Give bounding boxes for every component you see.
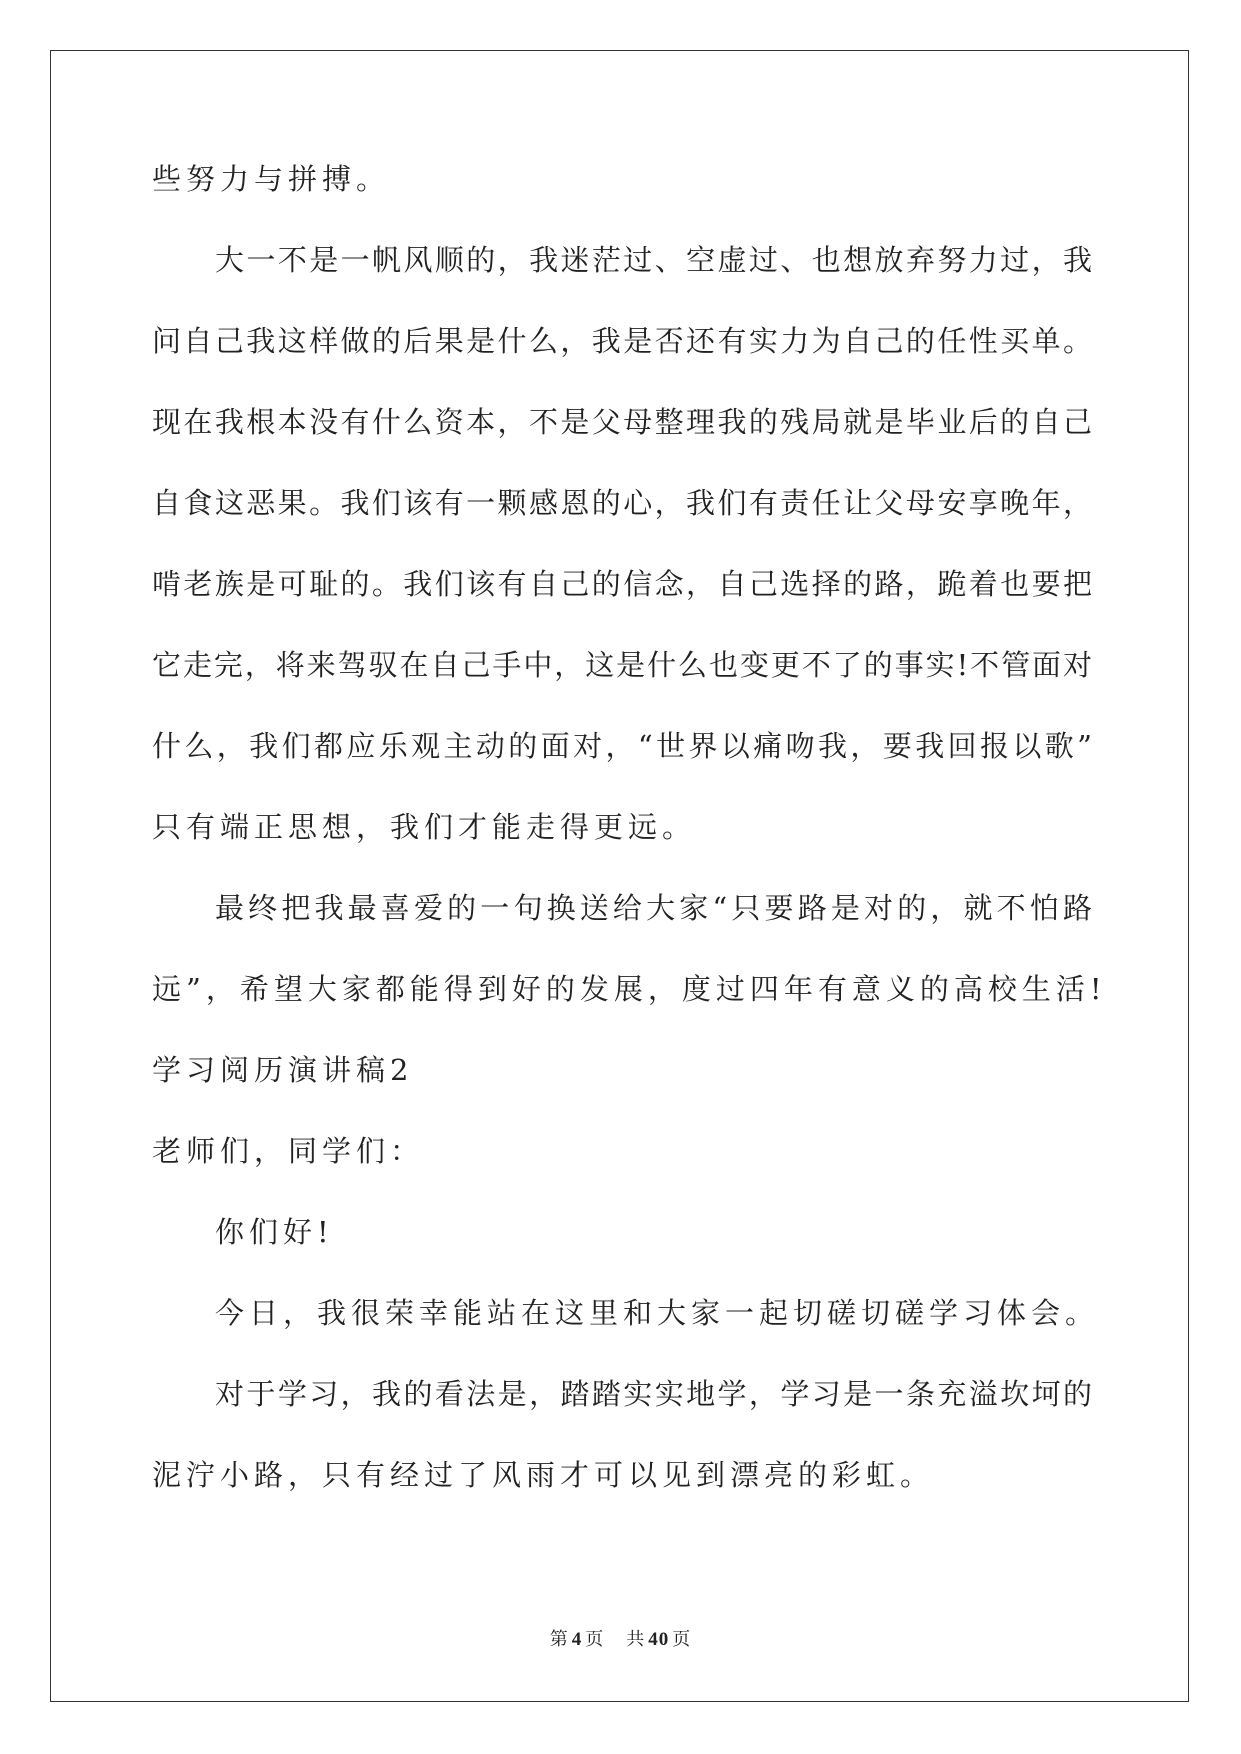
paragraph-line: 些努力与拼搏。 xyxy=(152,162,391,196)
page-number: 4 xyxy=(571,1629,583,1650)
paragraph-line: 什么，我们都应乐观主动的面对，“世界以痛吻我，要我回报以歌” xyxy=(152,729,1092,763)
page-footer xyxy=(0,1625,1241,1651)
paragraph-line: 啃老族是可耻的。我们该有自己的信念，自己选择的路，跪着也要把 xyxy=(152,567,1092,601)
paragraph-line: 它走完，将来驾驭在自己手中，这是什么也变更不了的事实!不管面对 xyxy=(152,648,1092,682)
section-heading: 学习阅历演讲稿2 xyxy=(152,1053,414,1087)
total-suffix: 页 xyxy=(672,1629,692,1650)
salutation: 老师们，同学们： xyxy=(152,1134,425,1168)
paragraph-line: 自食这恶果。我们该有一颗感恩的心，我们有责任让父母安享晚年， xyxy=(152,486,1092,520)
paragraph-line: 只有端正思想，我们才能走得更远。 xyxy=(152,810,697,844)
paragraph-line: 对于学习，我的看法是，踏踏实实地学，学习是一条充溢坎坷的 xyxy=(215,1377,1092,1411)
paragraph-line: 远”，希望大家都能得到好的发展，度过四年有意义的高校生活! xyxy=(152,972,1107,1006)
paragraph-line: 现在我根本没有什么资本，不是父母整理我的残局就是毕业后的自己 xyxy=(152,405,1092,439)
total-prefix: 共 xyxy=(626,1629,646,1650)
page-suffix: 页 xyxy=(585,1629,605,1650)
greeting: 你们好! xyxy=(215,1215,334,1249)
document-body xyxy=(152,161,1107,1538)
paragraph-line: 泥泞小路，只有经过了风雨才可以见到漂亮的彩虹。 xyxy=(152,1458,935,1492)
paragraph-line: 今日，我很荣幸能站在这里和大家一起切磋切磋学习体会。 xyxy=(215,1296,1100,1330)
paragraph-line: 问自己我这样做的后果是什么，我是否还有实力为自己的任性买单。 xyxy=(152,324,1092,358)
total-pages: 40 xyxy=(648,1629,670,1650)
paragraph-line: 最终把我最喜爱的一句换送给大家“只要路是对的，就不怕路 xyxy=(215,891,1092,925)
page-prefix: 第 xyxy=(549,1629,569,1650)
paragraph-line: 大一不是一帆风顺的，我迷茫过、空虚过、也想放弃努力过，我 xyxy=(215,243,1092,277)
